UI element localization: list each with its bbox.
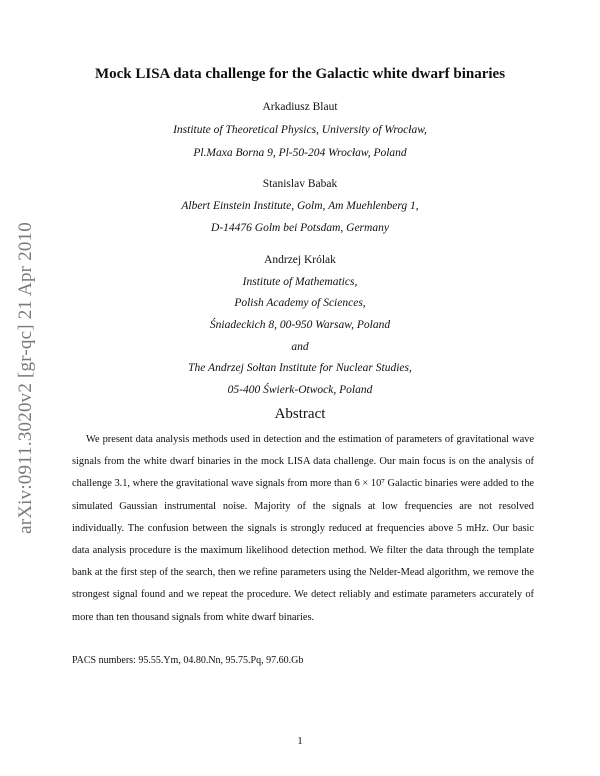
page-number: 1 bbox=[297, 735, 303, 747]
author-affiliation: D-14476 Golm bei Potsdam, Germany bbox=[211, 222, 389, 234]
arxiv-stamp bbox=[10, 200, 42, 555]
author-affiliation: Institute of Theoretical Physics, University of Wrocław, bbox=[173, 124, 427, 136]
abstract-heading: Abstract bbox=[274, 406, 326, 422]
abstract-text: We present data analysis methods used in detection and the estimation of parameters of gravitational wave signals from the white dwarf binaries in the mock LISA data challenge. Our main focus is on the analysis of challenge 3.1, where the gravitational wave signals from more than 6 × 10⁷ Galactic binaries were added to the simulated Gaussian instrumental noise. Majority of the signals at low frequencies are not resolved individually. The confusion between the signals is strongly reduced at frequencies above 5 mHz. Our basic data analysis procedure is the maximum likelihood detection method. We filter the data through the template bank at the first step of the search, then we refine parameters using the Nelder-Mead algorithm, we remove the strongest signal found and we repeat the procedure. We detect reliably and estimate parameters accurately of more than ten thousand signals from white dwarf binaries. bbox=[72, 434, 534, 623]
author-affiliation: Śniadeckich 8, 00-950 Warsaw, Poland bbox=[209, 319, 391, 331]
author-affiliation: Pl.Maxa Borna 9, Pl-50-204 Wrocław, Poland bbox=[193, 147, 407, 159]
pacs-numbers: PACS numbers: 95.55.Ym, 04.80.Nn, 95.75.Pq, 97.60.Gb bbox=[72, 655, 304, 666]
author-affiliation-conjunction: and bbox=[291, 341, 309, 353]
author-affiliation: Institute of Mathematics, bbox=[242, 276, 358, 288]
author-affiliation: The Andrzej Sołtan Institute for Nuclear Studies, bbox=[188, 362, 412, 374]
author-affiliation: Polish Academy of Sciences, bbox=[234, 297, 366, 309]
author-affiliation: Albert Einstein Institute, Golm, Am Muehlenberg 1, bbox=[181, 200, 419, 212]
author-name: Arkadiusz Blaut bbox=[262, 101, 338, 113]
paper-title: Mock LISA data challenge for the Galactic white dwarf binaries bbox=[94, 66, 506, 82]
arxiv-stamp-text: arXiv:0911.3020v2 [gr-qc] 21 Apr 2010 bbox=[15, 221, 36, 534]
author-affiliation: 05-400 Świerk-Otwock, Poland bbox=[227, 384, 373, 396]
author-name: Andrzej Królak bbox=[264, 254, 336, 266]
author-name: Stanislav Babak bbox=[262, 178, 338, 190]
